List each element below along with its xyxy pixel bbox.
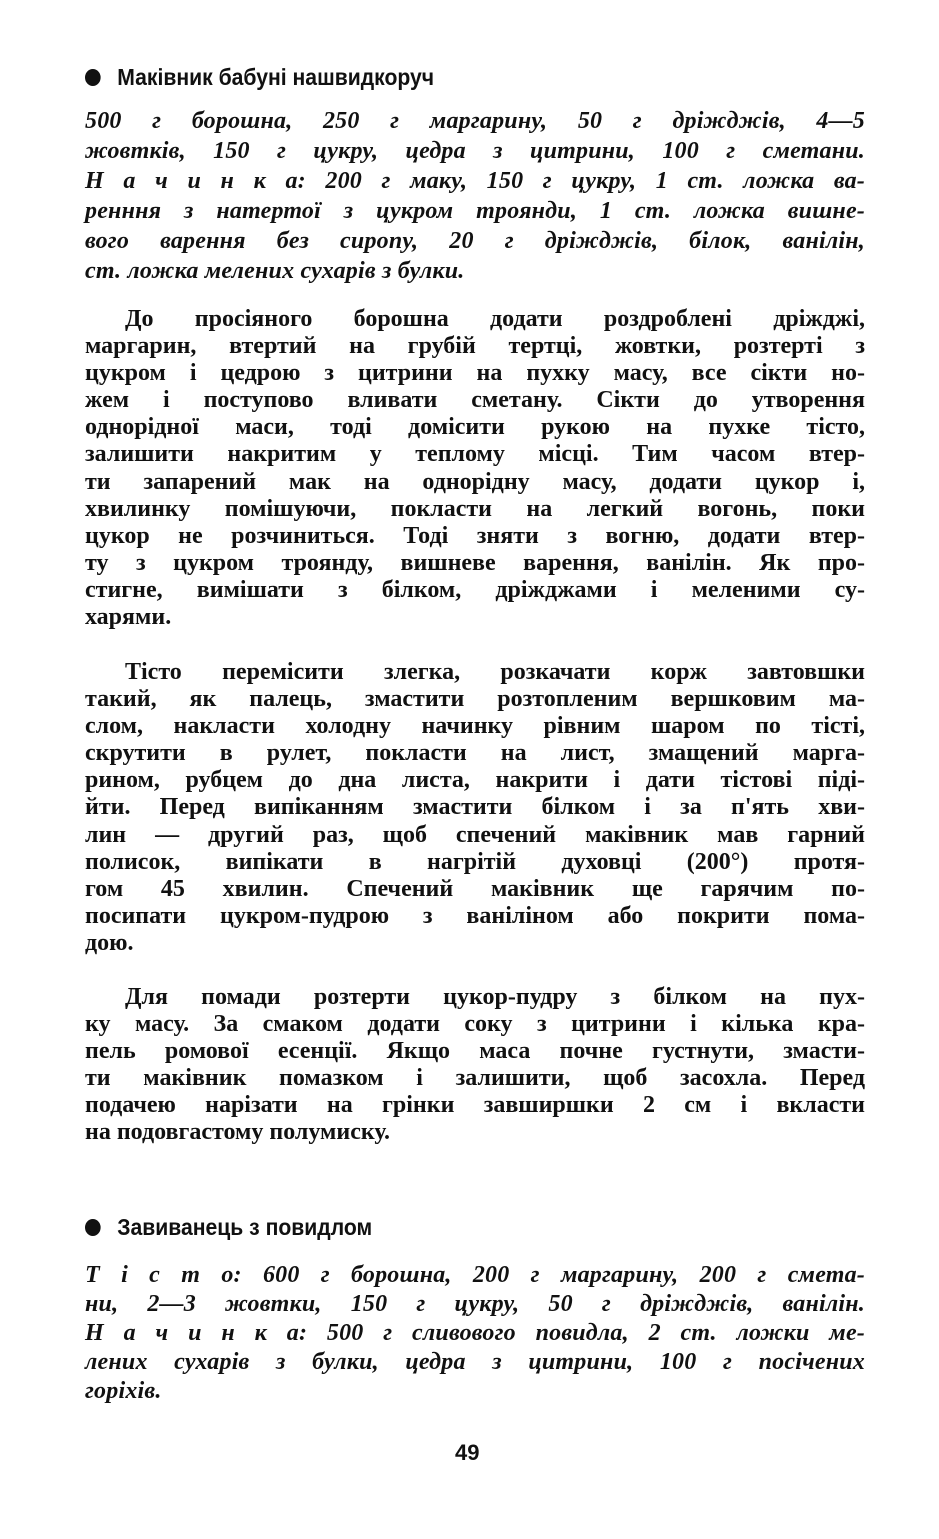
text-line: йти. Перед випіканням змастити білком і за п'ять хви- [85, 794, 865, 821]
paragraph [85, 984, 865, 1147]
text-line: скрутити в рулет, покласти на лист, змащений марга- [85, 740, 865, 767]
paragraph [85, 306, 865, 631]
text-line: цукор не розчиниться. Тоді зняти з вогню, додати втер- [85, 522, 865, 549]
text-line: Для помади розтерти цукор-пудру з білком на пух- [125, 984, 865, 1010]
text-line: ти маківник помазком і залишити, щоб засохла. Перед [85, 1065, 865, 1092]
text-line: жем і поступово вливати сметану. Сікти до утворення [85, 387, 865, 414]
text-line: гом 45 хвилин. Спечений маківник ще гарячим по- [85, 875, 865, 902]
text-line: 500 г борошна, 250 г маргарину, 50 г дріжджів, 4—5 [85, 108, 865, 134]
text-line: посипати цукром-пудрою з ваніліном або покрити пома- [85, 902, 865, 929]
text-line: ст. ложка мелених сухарів з булки. [85, 258, 465, 284]
recipe-title-text: Маківник бабуні нашвидкоруч [117, 64, 435, 90]
text-line: дою. [85, 929, 134, 956]
text-line: стигне, вимішати з білком, дріжджами і меленими су- [85, 576, 865, 603]
text-line: подачею нарізати на грінки завширшки 2 см і вкласти [85, 1092, 865, 1119]
text-line: рином, рубцем до дна листа, накрити і дати тістові піді- [85, 767, 865, 794]
text-line: лин — другий раз, щоб спечений маківник мав гарний [85, 821, 865, 848]
text-line: До просіяного борошна додати роздроблені дріжджі, [125, 306, 865, 332]
recipe-title [85, 1214, 803, 1241]
text-line: хвилинку помішуючи, покласти на легкий вогонь, поки [85, 495, 865, 522]
ingredients-list [85, 1261, 865, 1406]
text-line: горіхів. [85, 1378, 162, 1404]
text-line: маргарин, втертий на грубій тертці, жовтки, розтерті з [85, 333, 865, 360]
text-line: слом, накласти холодну начинку рівним шаром по тісті, [85, 713, 865, 740]
ingredients-list [85, 106, 865, 286]
text-line: Тісто перемісити злегка, розкачати корж завтовшки [125, 659, 865, 685]
text-line: пель ромової есенції. Якщо маса почне густнути, змасти- [85, 1038, 865, 1065]
recipe-title-text: Завиванець з повидлом [117, 1214, 373, 1240]
paragraph [85, 659, 865, 957]
text-line: ту з цукром троянду, вишневе варення, ванілін. Як про- [85, 549, 865, 576]
text-line: такий, як палець, змастити розтопленим вершковим ма- [85, 686, 865, 713]
text-line: полисок, випікати в нагрітій духовці (200°) протя- [85, 848, 865, 875]
text-line: однорідної маси, тоді домісити рукою на пухке тісто, [85, 414, 865, 441]
bullet-icon [85, 69, 101, 86]
text-line: залишити накритим у теплому місці. Тим часом втер- [85, 441, 865, 468]
text-line: вого варення без сиропу, 20 г дріжджів, білок, ванілін, [85, 228, 865, 254]
page-number: 49 [455, 1440, 480, 1465]
recipe-title [85, 64, 803, 91]
text-line: ку масу. За смаком додати соку з цитрини і кілька кра- [85, 1011, 865, 1038]
text-line: цукром і цедрою з цитрини на пухку масу, все сікти но- [85, 360, 865, 387]
text-line: Т і с т о: 600 г борошна, 200 г маргарину, 200 г смета- [85, 1262, 865, 1288]
text-line: Н а ч и н к а: 500 г сливового повидла, 2 ст. ложки ме- [85, 1320, 865, 1346]
text-line: ренння з натертої з цукром троянди, 1 ст. ложка вишне- [85, 198, 865, 224]
text-line: жовтків, 150 г цукру, цедра з цитрини, 100 г сметани. [85, 138, 865, 164]
text-line: ти запарений мак на однорідну масу, додати цукор і, [85, 468, 865, 495]
text-line: харями. [85, 604, 172, 631]
bullet-icon [85, 1219, 101, 1236]
text-line: на подовгастому полумиску. [85, 1119, 390, 1146]
text-line: лених сухарів з булки, цедра з цитрини, 100 г посічених [85, 1349, 865, 1375]
text-line: Н а ч и н к а: 200 г маку, 150 г цукру, 1 ст. ложка ва- [85, 168, 865, 194]
text-line: ни, 2—3 жовтки, 150 г цукру, 50 г дріжджів, ванілін. [85, 1291, 865, 1317]
